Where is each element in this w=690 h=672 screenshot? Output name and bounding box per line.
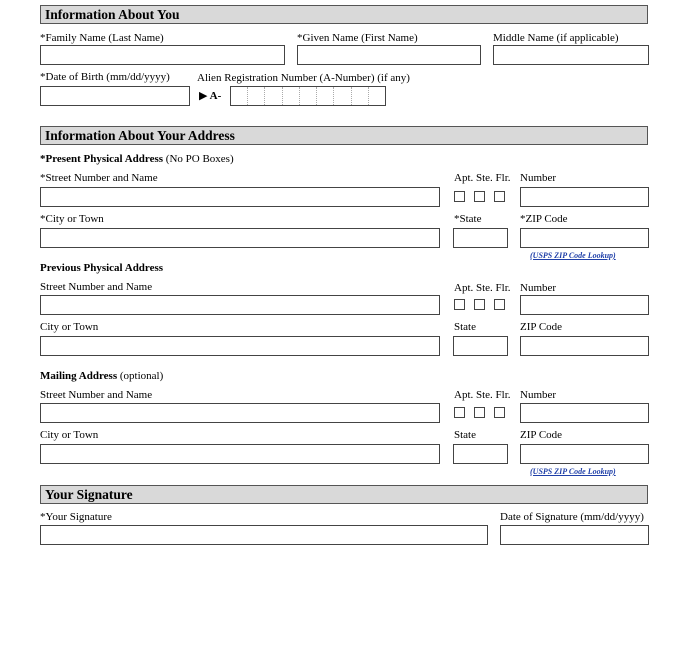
family-name-label: *Family Name (Last Name) — [40, 32, 164, 44]
present-apt-checkbox[interactable] — [454, 191, 465, 202]
present-city-label: *City or Town — [40, 213, 104, 225]
signature-date-input[interactable] — [500, 525, 649, 545]
present-flr-checkbox[interactable] — [494, 191, 505, 202]
mailing-state-label: State — [454, 429, 476, 441]
mailing-address-title: Mailing Address (optional) — [40, 370, 164, 382]
previous-number-label: Number — [520, 282, 557, 294]
mailing-zip-input[interactable] — [520, 444, 649, 464]
present-zip-input[interactable] — [520, 228, 649, 248]
present-number-label: Number — [520, 172, 557, 184]
mailing-apt-label: Apt. Ste. Flr. — [454, 389, 511, 401]
present-apt-label: Apt. Ste. Flr. — [454, 172, 511, 184]
zip-lookup-link[interactable]: (USPS ZIP Code Lookup) — [530, 251, 616, 260]
zip-lookup-link-mailing[interactable]: (USPS ZIP Code Lookup) — [530, 467, 616, 476]
present-number-input[interactable] — [520, 187, 649, 207]
section-header-signature: Your Signature — [40, 485, 648, 504]
previous-state-input[interactable] — [453, 336, 508, 356]
mailing-street-label: Street Number and Name — [40, 389, 153, 401]
present-zip-label: *ZIP Code — [520, 213, 568, 225]
mailing-apt-checkbox[interactable] — [454, 407, 465, 418]
section-header-address: Information About Your Address — [40, 126, 648, 145]
mailing-flr-checkbox[interactable] — [494, 407, 505, 418]
signature-date-label: Date of Signature (mm/dd/yyyy) — [500, 511, 644, 523]
mailing-ste-checkbox[interactable] — [474, 407, 485, 418]
present-city-input[interactable] — [40, 228, 440, 248]
previous-city-label: City or Town — [40, 321, 99, 333]
mailing-street-input[interactable] — [40, 403, 440, 423]
a-number-prefix — [199, 90, 221, 103]
mailing-city-label: City or Town — [40, 429, 99, 441]
mailing-state-input[interactable] — [453, 444, 508, 464]
middle-name-input[interactable] — [493, 45, 649, 65]
previous-zip-input[interactable] — [520, 336, 649, 356]
previous-state-label: State — [454, 321, 476, 333]
arrow-right-icon: ▶ — [199, 90, 208, 102]
previous-number-input[interactable] — [520, 295, 649, 315]
present-street-label: *Street Number and Name — [40, 172, 158, 184]
present-address-title: *Present Physical Address (No PO Boxes) — [40, 153, 234, 165]
previous-zip-label: ZIP Code — [520, 321, 563, 333]
previous-ste-checkbox[interactable] — [474, 299, 485, 310]
signature-label: *Your Signature — [40, 511, 112, 523]
a-number-input[interactable] — [230, 86, 386, 106]
previous-street-input[interactable] — [40, 295, 440, 315]
given-name-input[interactable] — [297, 45, 481, 65]
previous-flr-checkbox[interactable] — [494, 299, 505, 310]
previous-street-label: Street Number and Name — [40, 281, 153, 293]
present-state-label: *State — [454, 213, 482, 225]
signature-input[interactable] — [40, 525, 488, 545]
a-number-label: Alien Registration Number (A-Number) (if any) — [197, 72, 410, 84]
previous-city-input[interactable] — [40, 336, 440, 356]
family-name-input[interactable] — [40, 45, 285, 65]
present-state-input[interactable] — [453, 228, 508, 248]
middle-name-label: Middle Name (if applicable) — [493, 32, 619, 44]
mailing-zip-label: ZIP Code — [520, 429, 563, 441]
previous-apt-label: Apt. Ste. Flr. — [454, 282, 511, 294]
a-number-prefix-text: A- — [209, 90, 222, 102]
present-ste-checkbox[interactable] — [474, 191, 485, 202]
dob-input[interactable] — [40, 86, 190, 106]
section-header-about-you: Information About You — [40, 5, 648, 24]
previous-address-title: Previous Physical Address — [40, 262, 164, 274]
mailing-number-label: Number — [520, 389, 557, 401]
given-name-label: *Given Name (First Name) — [297, 32, 418, 44]
previous-apt-checkbox[interactable] — [454, 299, 465, 310]
present-street-input[interactable] — [40, 187, 440, 207]
mailing-city-input[interactable] — [40, 444, 440, 464]
mailing-number-input[interactable] — [520, 403, 649, 423]
dob-label: *Date of Birth (mm/dd/yyyy) — [40, 71, 170, 83]
